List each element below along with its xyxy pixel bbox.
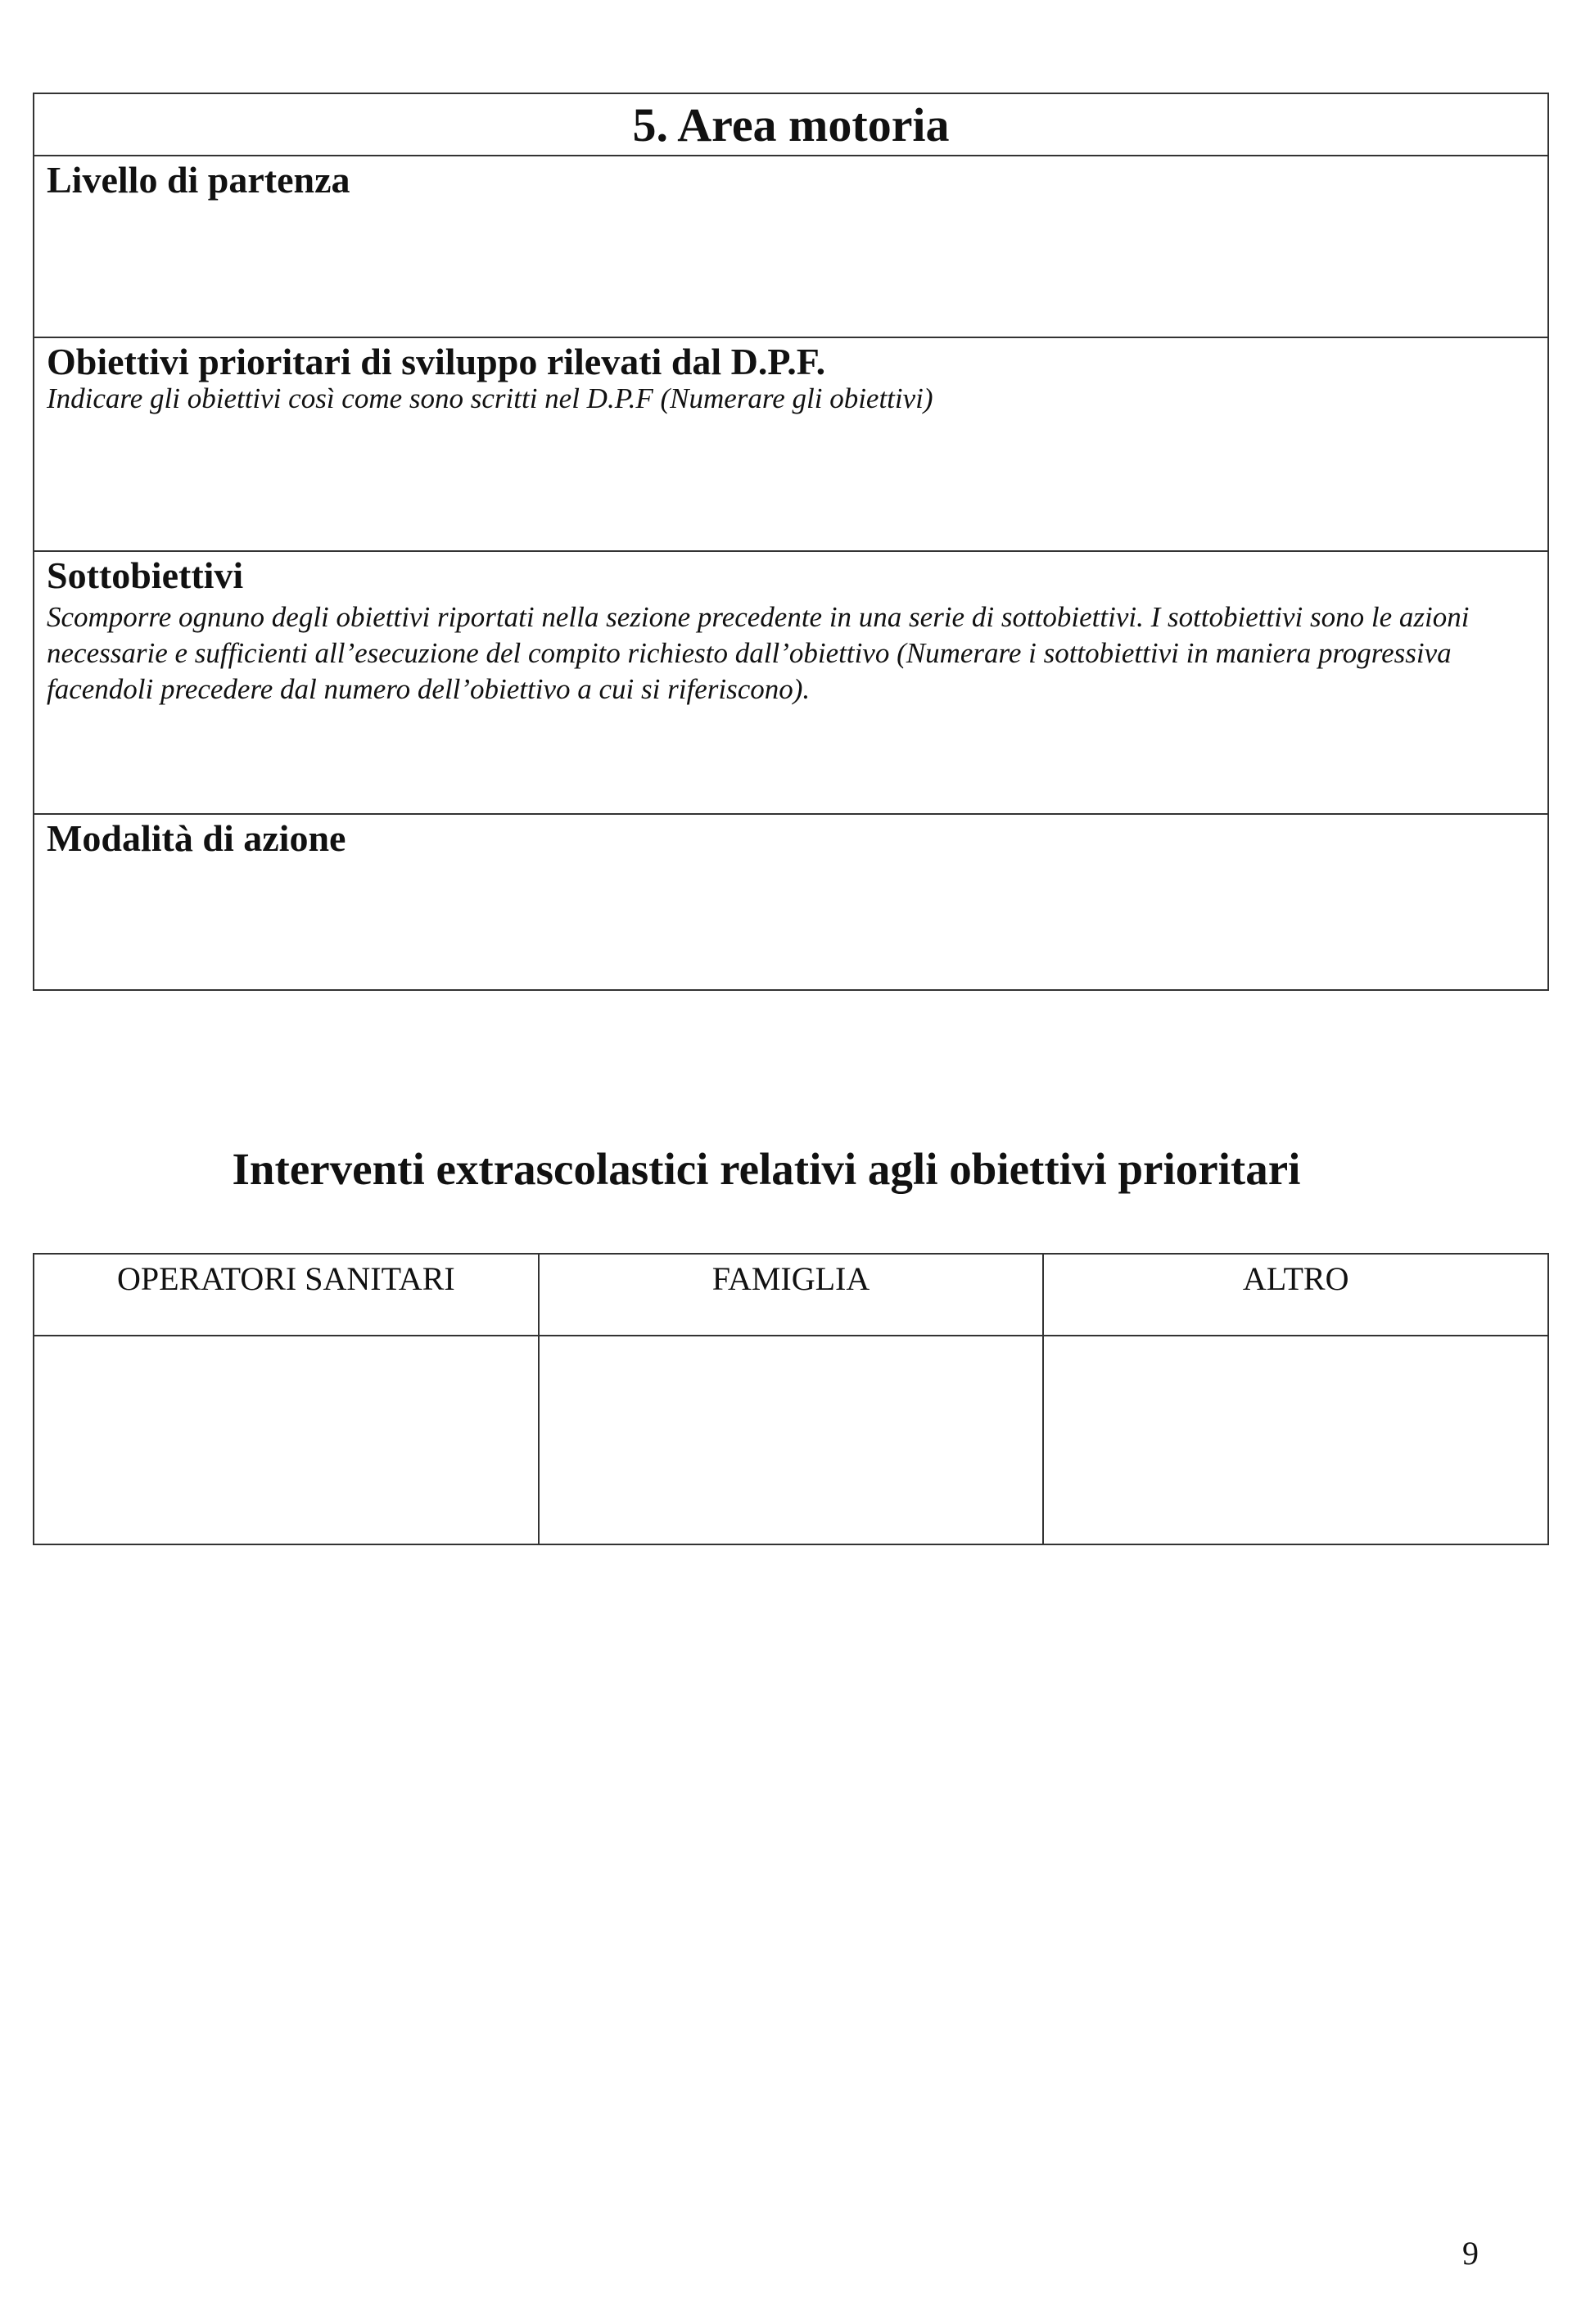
cell-altro[interactable] <box>1043 1336 1548 1544</box>
column-header-altro: ALTRO <box>1043 1254 1548 1336</box>
table-row <box>34 1336 1548 1544</box>
section-divider <box>34 813 1547 815</box>
section-heading-livello-partenza: Livello di partenza <box>47 159 350 201</box>
interventi-title: Interventi extrascolastici relativi agli obiettivi prioritari <box>232 1144 1301 1194</box>
page-number: 9 <box>1462 2235 1479 2272</box>
section-divider <box>34 550 1547 552</box>
section-note-sottobiettivi: Scomporre ognuno degli obiettivi riportati nella sezione precedente in una serie di sottobiettivi. I sottobiettivi sono le azioni necessarie e sufficienti all’esecuzione del compito richiesto dall’obiettivo (Numerare i sottobiettivi in maniera progressiva facendoli precedere dal numero dell’obiettivo a cui si riferiscono). <box>47 601 1470 705</box>
interventi-table <box>33 1253 1549 1545</box>
section-heading-modalita-azione: Modalità di azione <box>47 817 346 859</box>
section-heading-obiettivi-prioritari: Obiettivi prioritari di sviluppo rilevati dal D.P.F. <box>47 341 826 382</box>
section-divider <box>34 155 1547 156</box>
section-heading-sottobiettivi: Sottobiettivi <box>47 554 244 596</box>
section-note-obiettivi-prioritari: Indicare gli obiettivi così come sono scritti nel D.P.F (Numerare gli obiettivi) <box>47 382 933 414</box>
table-header-row <box>34 1254 1548 1336</box>
column-header-famiglia: FAMIGLIA <box>539 1254 1044 1336</box>
column-header-operatori-sanitari: OPERATORI SANITARI <box>34 1254 539 1336</box>
area-motoria-form <box>33 93 1549 991</box>
section-divider <box>34 337 1547 338</box>
cell-operatori-sanitari[interactable] <box>34 1336 539 1544</box>
area-title: 5. Area motoria <box>632 98 950 151</box>
cell-famiglia[interactable] <box>539 1336 1044 1544</box>
